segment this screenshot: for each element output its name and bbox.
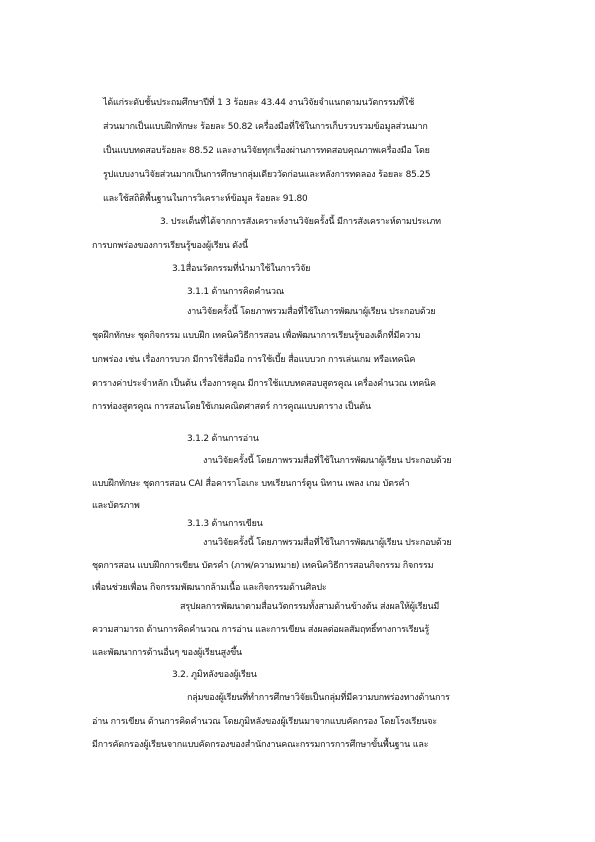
subsection-heading: 3.2. ภูมิหลังของผู้เรียน bbox=[172, 670, 257, 680]
section-heading: 3. ประเด็นที่ได้จากการสังเคราะห์งานวิจัยครั้งนี้ มีการสังเคราะห์ตามประเภท bbox=[160, 217, 441, 227]
paragraph-line: การท่องสูตรคูณ การสอนโดยใช้เกมคณิตศาสตร์ การคูณแบบตาราง เป็นต้น bbox=[92, 402, 371, 412]
paragraph-line: ตารางค่าประจำหลัก เป็นต้น เรื่องการคูณ มีการใช้แบบทดสอบสูตรคูณ เครื่องคำนวณ เทคนิค bbox=[92, 379, 436, 389]
paragraph-line: การบกพร่องของการเรียนรู้ของผู้เรียน ดังนี้ bbox=[92, 241, 248, 251]
paragraph-line: มีการคัดกรองผู้เรียนจากแบบคัดกรองของสำนักงานคณะกรรมการการศึกษาขั้นพื้นฐาน และ bbox=[92, 740, 429, 750]
paragraph-line: แบบฝึกทักษะ ชุดการสอน CAI สื่อคาราโอเกะ บทเรียนการ์ตูน นิทาน เพลง เกม บัตรคำ bbox=[92, 479, 410, 489]
paragraph-line: และบัตรภาพ bbox=[92, 501, 140, 511]
subsection-heading: 3.1สื่อนวัตกรรมที่นำมาใช้ในการวิจัย bbox=[172, 264, 311, 274]
subsubsection-heading: 3.1.3 ด้านการเขียน bbox=[187, 519, 263, 529]
paragraph-line: งานวิจัยครั้งนี้ โดยภาพรวมสื่อที่ใช้ในการพัฒนาผู้เรียน ประกอบด้วย bbox=[187, 307, 436, 317]
paragraph-line: ชุดการสอน แบบฝึกการเขียน บัตรคำ (ภาพ/ความหมาย) เทคนิควิธีการสอนกิจกรรม กิจกรรม bbox=[92, 561, 434, 571]
paragraph-line: งานวิจัยครั้งนี้ โดยภาพรวมสื่อที่ใช้ในการพัฒนาผู้เรียน ประกอบด้วย bbox=[203, 456, 452, 466]
paragraph-line: และใช้สถิติพื้นฐานในการวิเคราะห์ข้อมูล ร้อยละ 91.80 bbox=[103, 194, 308, 204]
paragraph-line: ความสามารถ ด้านการคิดคำนวณ การอ่าน และการเขียน ส่งผลต่อผลสัมฤทธิ์ทางการเรียนรู้ bbox=[92, 625, 429, 635]
paragraph-line: เป็นแบบทดสอบร้อยละ 88.52 และงานวิจัยทุกเรื่องผ่านการทดสอบคุณภาพเครื่องมือ โดย bbox=[103, 146, 430, 156]
subsubsection-heading: 3.1.1 ด้านการคิดคำนวณ bbox=[187, 287, 285, 297]
summary-line: สรุปผลการพัฒนาตามสื่อนวัตกรรมทั้งสามด้านข้างต้น ส่งผลให้ผู้เรียนมี bbox=[180, 602, 440, 612]
paragraph-line: ได้แก่ระดับชั้นประถมศึกษาปีที่ 1 3 ร้อยละ 43.44 งานวิจัยจำแนกตามนวัตกรรมที่ใช้ bbox=[103, 98, 415, 108]
paragraph-line: และพัฒนาการด้านอื่นๆ ของผู้เรียนสูงขึ้น bbox=[92, 648, 243, 658]
paragraph-line: ชุดฝึกทักษะ ชุดกิจกรรม แบบฝึก เทคนิควิธีการสอน เพื่อพัฒนาการเรียนรู้ของเด็กที่มีความ bbox=[92, 331, 421, 341]
paragraph-line: กลุ่มของผู้เรียนที่ทำการศึกษาวิจัยเป็นกลุ่มที่มีความบกพร่องทางด้านการ bbox=[187, 693, 450, 703]
paragraph-line: งานวิจัยครั้งนี้ โดยภาพรวมสื่อที่ใช้ในการพัฒนาผู้เรียน ประกอบด้วย bbox=[203, 538, 452, 548]
paragraph-line: อ่าน การเขียน ด้านการคิดคำนวณ โดยภูมิหลังของผู้เรียนมาจากแบบคัดกรอง โดยโรงเรียนจะ bbox=[92, 717, 437, 727]
paragraph-line: รูปแบบงานวิจัยส่วนมากเป็นการศึกษากลุ่มเดียววัดก่อนและหลังการทดลอง ร้อยละ 85.25 bbox=[103, 170, 431, 180]
paragraph-line: ส่วนมากเป็นแบบฝึกทักษะ ร้อยละ 50.82 เครื่องมือที่ใช้ในการเก็บรวบรวมข้อมูลส่วนมาก bbox=[103, 122, 428, 132]
paragraph-line: บกพร่อง เช่น เรื่องการบวก มีการใช้สื่อมือ การใช้เบี้ย สื่อแบบวก การเล่นเกม หรือเทคนิค bbox=[92, 355, 416, 365]
paragraph-line: เพื่อนช่วยเพื่อน กิจกรรมพัฒนากล้ามเนื้อ และกิจกรรมด้านศิลปะ bbox=[92, 583, 327, 593]
subsubsection-heading: 3.1.2 ด้านการอ่าน bbox=[187, 434, 259, 444]
